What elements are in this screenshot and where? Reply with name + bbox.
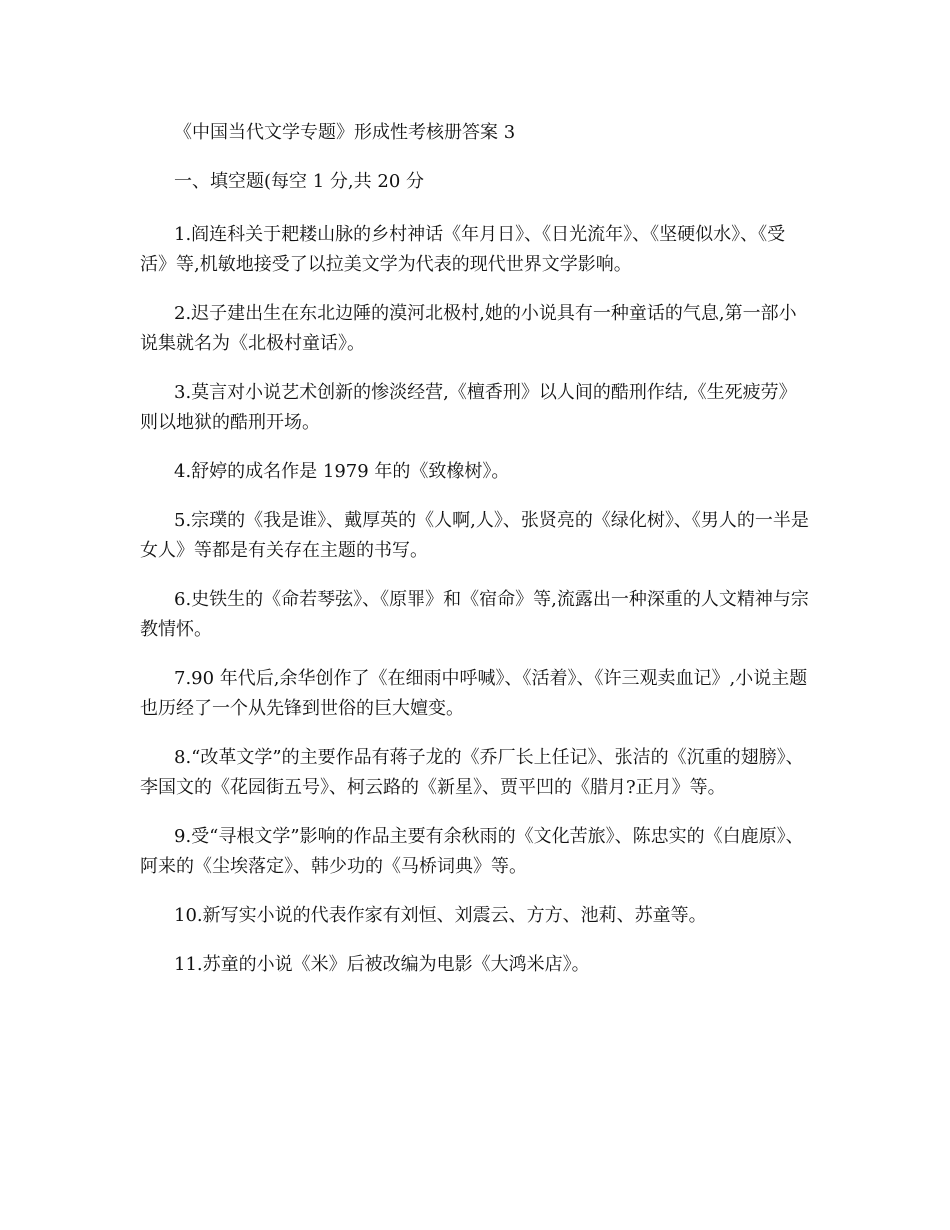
section-heading: 一、填空题(每空 1 分,共 20 分 xyxy=(174,171,424,192)
list-item: 10.新写实小说的代表作家有刘恒、刘震云、方方、池莉、苏童等。 xyxy=(174,905,707,926)
list-item: 8.“改革文学”的主要作品有蒋子龙的《乔厂长上任记》、张洁的《沉重的翅膀》、李国文的《花园街五号》、柯云路的《新星》、贾平凹的《腊月?正月》等。 xyxy=(140,747,804,798)
list-item: 2.迟子建出生在东北边陲的漠河北极村,她的小说具有一种童话的气息,第一部小说集就名为《北极村童话》。 xyxy=(140,303,797,354)
list-item: 1.阎连科关于耙耧山脉的乡村神话《年月日》、《日光流年》、《坚硬似水》、《受活》等,机敏地接受了以拉美文学为代表的现代世界文学影响。 xyxy=(140,224,786,275)
list-item: 5.宗璞的《我是谁》、戴厚英的《人啊,人》、张贤亮的《绿化树》、《男人的一半是女人》等都是有关存在主题的书写。 xyxy=(140,510,809,561)
list-item: 4.舒婷的成名作是 1979 年的《致橡树》。 xyxy=(174,461,510,482)
list-item: 9.受“寻根文学”影响的作品主要有余秋雨的《文化苦旅》、陈忠实的《白鹿原》、阿来的《尘埃落定》、韩少功的《马桥词典》等。 xyxy=(140,826,804,877)
list-item: 6.史铁生的《命若琴弦》、《原罪》和《宿命》等,流露出一种深重的人文精神与宗教情怀。 xyxy=(140,589,809,640)
list-item: 7.90 年代后,余华创作了《在细雨中呼喊》、《活着》、《许三观卖血记》,小说主题也历经了一个从先锋到世俗的巨大嬗变。 xyxy=(140,668,808,719)
document-title: 《中国当代文学专题》形成性考核册答案 3 xyxy=(174,122,516,143)
list-item: 3.莫言对小说艺术创新的惨淡经营,《檀香刑》以人间的酷刑作结,《生死疲劳》则以地狱的酷刑开场。 xyxy=(140,382,797,433)
list-item: 11.苏童的小说《米》后被改编为电影《大鸿米店》。 xyxy=(174,954,590,975)
